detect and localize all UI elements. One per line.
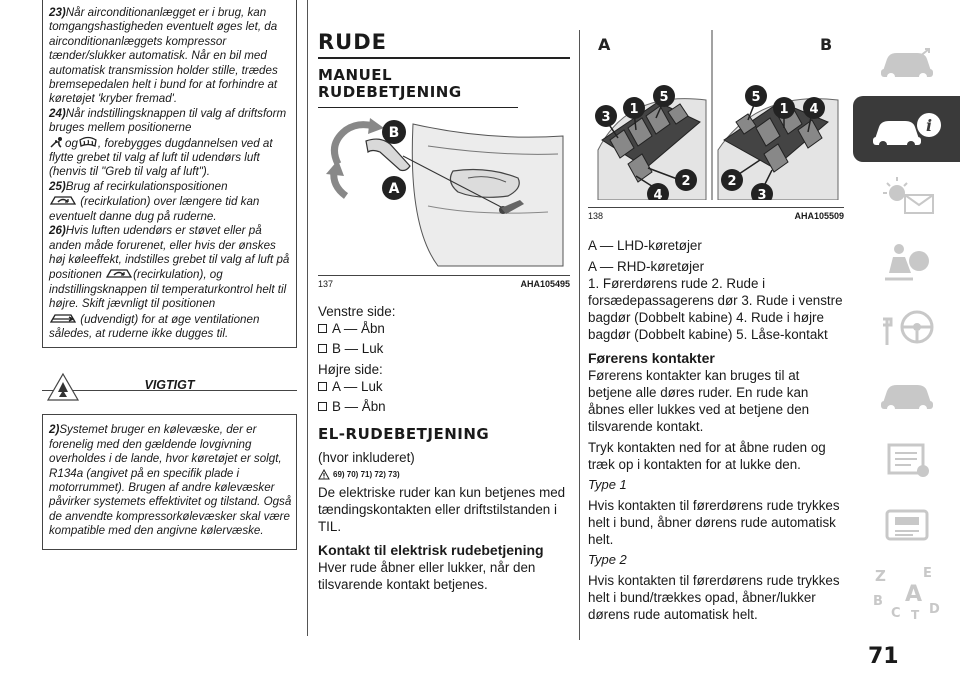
note-23: 23)Når airconditionanlægget er i brug, kan tomgangshastigheden eventuelt øges let, da airconditionanlæggets kompressor tænder/slukker automatisk. Når en bil med automatisk transmission holder stille, trædes bremsepedalen helt i bund for at forhindre at køretøjet 'kryber fremad'.	[49, 6, 278, 106]
list-item: B — Åbn	[318, 398, 570, 415]
warning-refs: 69) 70) 71) 72) 73)	[318, 469, 570, 480]
svg-text:B: B	[872, 594, 883, 609]
callout-4: 4	[809, 102, 819, 117]
important-title: VIGTIGT	[144, 378, 195, 393]
car-info-icon	[867, 107, 947, 151]
list-item: A — Åbn	[318, 320, 570, 337]
svg-text:C: C	[890, 606, 901, 621]
switch-text: Hver rude åbner eller lukker, når den tilsvarende kontakt betjenes.	[318, 560, 536, 592]
note-25: 25)Brug af recirkulationspositionen (recirkulation) over længere tid kan eventuelt danne dug på ruderne.	[49, 179, 260, 223]
car-maintenance-icon	[875, 437, 939, 481]
svg-text:D: D	[928, 602, 940, 617]
figure-caption	[588, 207, 844, 221]
page-number: 71	[868, 644, 899, 669]
tab-technical-data[interactable]	[853, 492, 960, 558]
press-pull-text: Tryk kontakten ned for at åbne ruden og træk op i kontakten for at lukke den.	[588, 440, 826, 472]
figure-138	[588, 30, 844, 221]
steering-wheel-icon	[875, 305, 939, 349]
type-2-label: Type 2	[588, 552, 627, 567]
checkbox-bullet-icon	[318, 382, 327, 391]
section-title: RUDE	[318, 30, 570, 59]
figure-137	[318, 116, 570, 289]
note-24: 24)Når indstillingsknappen til valg af driftsform bruges mellem positionerne og , forebygges dugdannelsen ved at flytte grebet til valg af luft til udendørs luft (henvis til "Greb til valg af luft").	[49, 106, 287, 179]
figure-code: AHA105495	[520, 279, 570, 289]
switch-heading: Kontakt til elektrisk rudebetjening	[318, 542, 544, 558]
power-window-heading: EL-RUDEBETJENING	[318, 425, 490, 443]
defrost-icon	[78, 136, 98, 149]
svg-text:E: E	[922, 566, 932, 581]
window-column	[318, 0, 570, 593]
column-divider	[579, 30, 580, 640]
right-side-label: Højre side:	[318, 362, 383, 377]
callout-3: 3	[757, 188, 767, 200]
important-header	[42, 370, 297, 410]
figure-legend: 1. Førerdørens rude 2. Rude i forsædepassagerens dør 3. Rude i venstre bagdør (Dobbelt kabine) 4. Rude i højre bagdør (Dobbelt kabine) 5. Låse-kontakt	[588, 276, 843, 342]
driver-switches-heading: Førerens kontakter	[588, 350, 715, 366]
figure-code: AHA105509	[794, 211, 844, 221]
svg-text:Z: Z	[874, 567, 886, 585]
notes-box	[42, 0, 297, 348]
callout-1: 1	[629, 102, 639, 117]
lhd-label: A — LHD-køretøjer	[588, 238, 702, 253]
outside-air-icon	[49, 312, 77, 325]
car-overview-icon	[875, 43, 939, 83]
power-window-text: De elektriske ruder kan kun betjenes med tændingskontakten eller driftstilstanden i TIL.	[318, 485, 566, 534]
callout-5: 5	[751, 90, 761, 105]
recirculation-icon	[49, 194, 77, 207]
included-note: (hvor inkluderet)	[318, 450, 415, 465]
tab-index[interactable]	[853, 558, 960, 624]
checkbox-bullet-icon	[318, 402, 327, 411]
svg-text:A: A	[904, 582, 922, 607]
callout-1: 1	[779, 102, 789, 117]
important-text: 2)Systemet bruger en kølevæske, der er forenelig med den gældende lovgivning overholdes i de lande, hvor køretøjet er solgt, R134a (angivet på en specifik plade i motorrummet). Brugen af andre kølevæsker påvirker systemets effektivitet og tilstand. Også de anvendte kompressorkølevæsker skal være kompatible med den angivne kølervæske.	[49, 423, 292, 538]
tab-airbag-safety[interactable]	[853, 228, 960, 294]
switches-column	[588, 0, 844, 623]
callout-2: 2	[681, 174, 691, 189]
type-1-text: Hvis kontakten til førerdørens rude trykkes helt i bund, åbner dørens rude automatisk helt.	[588, 498, 840, 547]
svg-text:T: T	[910, 608, 919, 621]
tab-maintenance[interactable]	[853, 426, 960, 492]
svg-text:i: i	[925, 116, 932, 135]
figure-caption	[318, 275, 570, 289]
car-emergency-icon	[875, 371, 939, 415]
technical-data-icon	[875, 503, 939, 547]
figure-label-a: A	[598, 35, 611, 54]
figure-label-a: A	[388, 181, 400, 197]
figure-label-b: B	[388, 125, 400, 141]
checkbox-bullet-icon	[318, 344, 327, 353]
recirculation-icon	[105, 267, 133, 280]
tab-car-overview[interactable]	[853, 30, 960, 96]
callout-4: 4	[653, 188, 663, 200]
index-icon	[871, 561, 943, 621]
notes-column	[42, 0, 297, 550]
rhd-label: A — RHD-køretøjer	[588, 259, 705, 274]
important-box	[42, 414, 297, 549]
type-1-label: Type 1	[588, 477, 627, 492]
chapter-sidebar	[853, 30, 960, 624]
driver-switches-text: Førerens kontakter kan bruges til at betjene alle døres ruder. En rude kan åbnes eller lukkes ved at betjene den tilsvarende kontakt.	[588, 368, 810, 434]
type-2-text: Hvis kontakten til førerdørens rude trykkes helt i bund/trækkes opad, åbner/lukker dørens rude automatisk helt.	[588, 573, 840, 622]
warning-lights-icon	[875, 173, 939, 217]
figure-number: 138	[588, 211, 604, 221]
list-item: A — Luk	[318, 378, 570, 395]
list-item: B — Luk	[318, 340, 570, 357]
callout-3: 3	[601, 110, 611, 125]
tab-steering-wheel[interactable]	[853, 294, 960, 360]
tab-warning-lights[interactable]	[853, 162, 960, 228]
window-switches-illustration	[588, 30, 844, 200]
figure-label-b: B	[820, 35, 833, 54]
manual-window-heading: MANUEL RUDEBETJENING	[318, 67, 518, 108]
tab-car-emergency[interactable]	[853, 360, 960, 426]
defrost-feet-icon	[49, 136, 65, 149]
figure-number: 137	[318, 279, 334, 289]
callout-2: 2	[727, 174, 737, 189]
note-26: 26)Hvis luften udendørs er støvet eller på anden måde forurenet, eller hvis der ønskes høj køleeffekt, indstilles grebet til valg af luft på positionen (recirkulation), og indstillingsknappen til temperaturkontrol helt til højre. Skift jævnligt til positionen (udvendigt) for at øge ventilationen således, at ruderne ikke dugges til.	[49, 224, 290, 340]
manual-crank-illustration	[318, 116, 570, 268]
warning-triangle-icon	[318, 469, 330, 480]
tab-car-info[interactable]	[853, 96, 960, 162]
checkbox-bullet-icon	[318, 324, 327, 333]
airbag-safety-icon	[875, 239, 939, 283]
left-side-label: Venstre side:	[318, 304, 396, 319]
column-divider	[307, 0, 308, 636]
callout-5: 5	[659, 90, 669, 105]
